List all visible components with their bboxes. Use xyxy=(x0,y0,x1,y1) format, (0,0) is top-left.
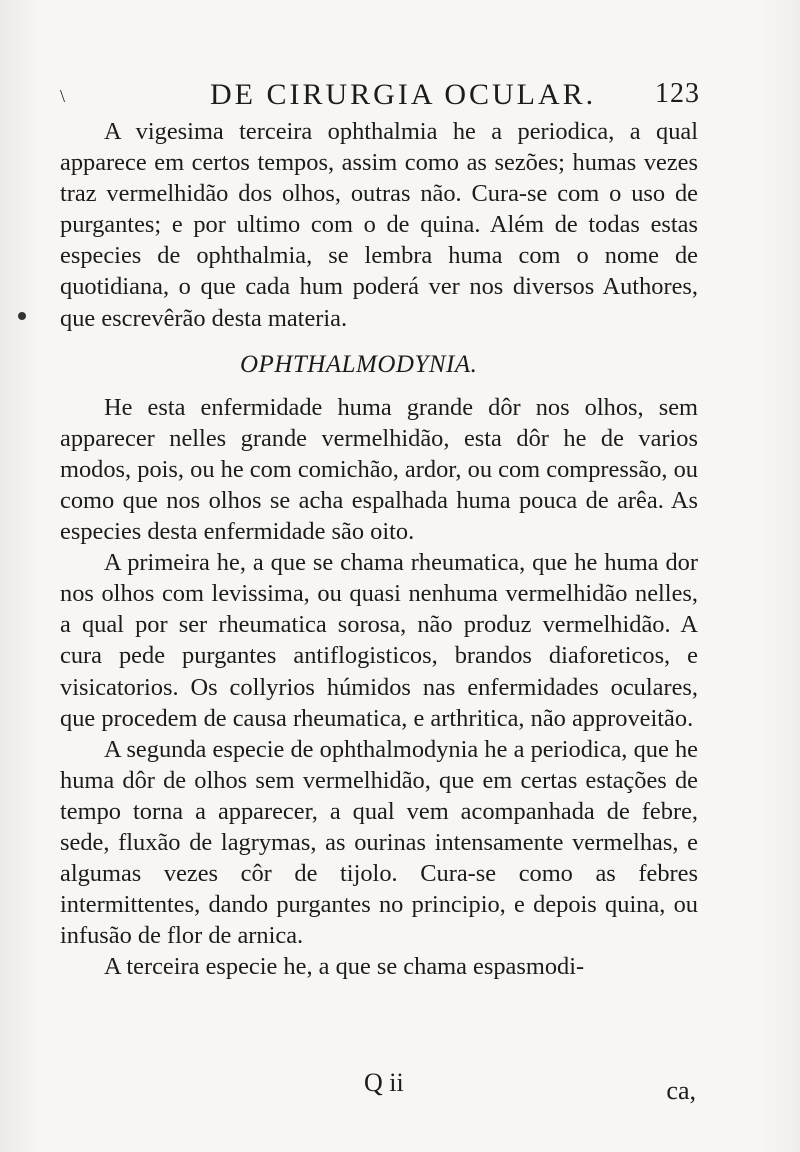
catchword: ca, xyxy=(666,1076,696,1105)
header-mark: \ xyxy=(60,86,66,106)
signature-mark: Q ii xyxy=(364,1068,404,1097)
paragraph: He esta enfermidade huma grande dôr nos olhos, sem apparecer nelles grande vermelhidão, esta dôr he de varios modos, pois, ou he com comichão, ardor, ou com compressão, ou como que nos olhos se acha espalhada huma pouca de arêa. As especies desta enfermidade são oito. xyxy=(60,393,698,546)
page-footer xyxy=(60,1068,698,1108)
margin-dot xyxy=(18,312,26,320)
page-number: 123 xyxy=(655,78,700,109)
section-heading: OPHTHALMODYNIA. xyxy=(240,350,478,378)
running-header xyxy=(60,78,700,114)
paragraph: A segunda especie de ophthalmodynia he a periodica, que he huma dôr de olhos sem vermelhidão, que em certas estações de tempo torna a apparecer, a qual vem acompanhada de febre, sede, fluxão de lagrymas, as ourinas intensamente vermelhas, e algumas vezes côr de tijolo. Cura-se como as febres intermittentes, dando purgantes no principio, e depois quina, ou infusão de flor de arnica. xyxy=(60,735,698,950)
paragraph: A terceira especie he, a que se chama espasmodi- xyxy=(104,953,585,981)
page-body xyxy=(60,116,698,982)
paragraph: A primeira he, a que se chama rheumatica, que he huma dor nos olhos com levissima, ou quasi nenhuma vermelhidão nelles, a qual por ser rheumatica sorosa, não produz vermelhidão. A cura pede purgantes antiflogisticos, brandos diaforeticos, e visicatorios. Os collyrios húmidos nas enfermidades oculares, que procedem de causa rheumatica, e arthritica, não approveitão. xyxy=(60,549,698,732)
paragraph: A vigesima terceira ophthalmia he a periodica, a qual apparece em certos tempos, assim como as sezões; humas vezes traz vermelhidão dos olhos, outras não. Cura-se com o uso de purgantes; e por ultimo com o de quina. Além de todas estas especies de ophthalmia, se lembra huma com o nome de quotidiana, o que cada hum poderá ver nos diversos Authores, que escrevêrão desta materia. xyxy=(60,118,698,332)
running-title: DE CIRURGIA OCULAR. xyxy=(210,78,597,111)
